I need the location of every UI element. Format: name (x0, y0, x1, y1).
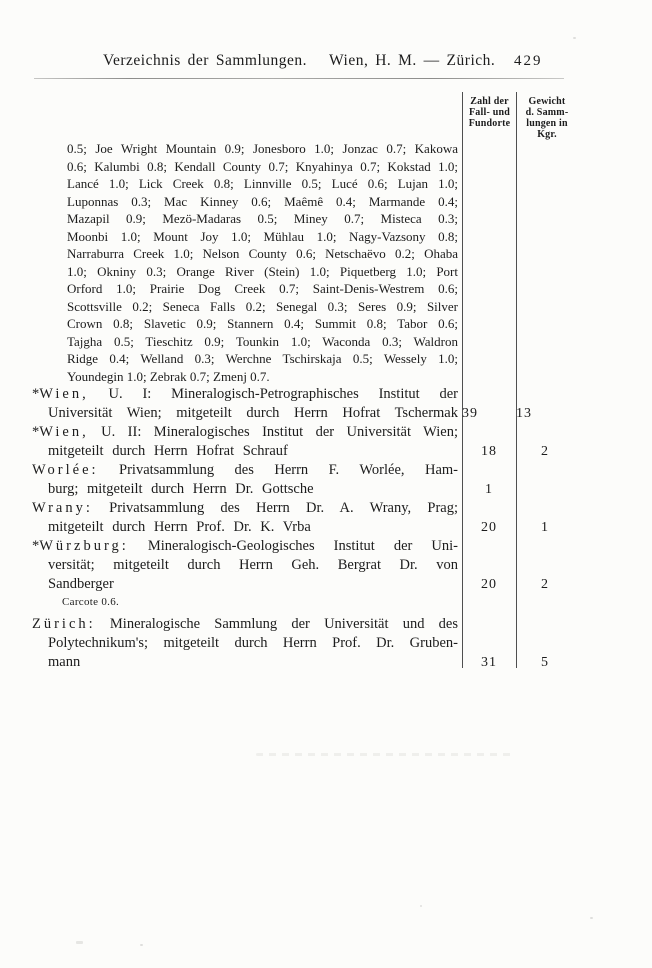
asterisk-marker: * (32, 386, 40, 402)
collection-entry-line (0, 442, 652, 461)
collection-entry-line (0, 575, 652, 594)
fall-fundorte-count: 31 (481, 655, 497, 670)
row-text: Orford 1.0; Prairie Dog Creek 0.7; Saint-Denis-Westrem 0.6; (67, 281, 458, 296)
collection-entry-line (0, 518, 652, 537)
row-text: Mazapil 0.9; Mezö-Madaras 0.5; Miney 0.7; Misteca 0.3; (67, 211, 458, 226)
column-header-line: lungen in (526, 118, 568, 129)
locality-list-line (0, 280, 652, 298)
row-text: mitgeteilt durch Herrn Hofrat Schrauf (48, 443, 288, 459)
row-text: versität; mitgeteilt durch Herrn Geh. Bergrat Dr. von (48, 557, 458, 573)
collection-entry-line (0, 537, 652, 556)
column-header-fall-fundorte (463, 96, 516, 129)
column-header-line: d. Samm- (525, 107, 569, 118)
locality-list-line (0, 333, 652, 351)
running-head-section: Verzeichnis der Sammlungen. (103, 52, 308, 69)
column-header-line: Fundorte (468, 118, 511, 129)
weight-kgr-value: 2 (541, 444, 549, 459)
row-text: 0.6; Kalumbi 0.8; Kendall County 0.7; Knyahinya 0.7; Kokstad 1.0; (67, 158, 458, 174)
locality-list-line (0, 368, 652, 386)
entry-name: Würzburg: (39, 538, 129, 554)
row-text: Polytechnikum's; mitgeteilt durch Herrn Prof. Dr. Gruben- (48, 635, 458, 651)
weight-kgr-value: 13 (516, 406, 532, 421)
locality-list-line (0, 140, 652, 158)
row-text: Crown 0.8; Slavetic 0.9; Stannern 0.4; Summit 0.8; Tabor 0.6; (67, 316, 458, 331)
scan-bleedthrough-artifact (256, 753, 514, 756)
fall-fundorte-count: 20 (481, 520, 497, 535)
asterisk-marker: * (32, 424, 40, 440)
row-text: Scottsville 0.2; Seneca Falls 0.2; Senegal 0.3; Seres 0.9; Silver (67, 298, 458, 314)
entry-name: Wien, (39, 424, 89, 440)
row-text: Tajgha 0.5; Tieschitz 0.9; Tounkin 1.0; Waconda 0.3; Waldron (67, 333, 458, 349)
entry-name: Wrany: (32, 500, 93, 516)
collection-entry-line (0, 461, 652, 480)
locality-list-line (0, 158, 652, 176)
weight-kgr-value: 5 (541, 655, 549, 670)
collections-text-block (0, 140, 652, 672)
collection-entry-line (0, 634, 652, 653)
row-text: 0.5; Joe Wright Mountain 0.9; Jonesboro 1.0; Jonzac 0.7; Kakowa (67, 141, 458, 156)
fall-fundorte-count: 20 (481, 577, 497, 592)
locality-list-line (0, 175, 652, 193)
column-header-line: Fall- und (469, 107, 510, 118)
scan-speck (420, 905, 422, 907)
row-text: Zürich: Mineralogische Sammlung der Universität und des (32, 616, 458, 632)
row-text: Narraburra Creek 1.0; Nelson County 0.6; Netschaëvo 0.2; Ohaba (67, 246, 458, 261)
collection-entry-line (0, 594, 652, 611)
row-text: *Wien, U. I: Mineralogisch-Petrographisches Institut der (32, 386, 459, 402)
locality-list-line (0, 228, 652, 246)
scan-speck (573, 37, 576, 39)
locality-list-line (0, 298, 652, 316)
locality-list-line (0, 245, 652, 263)
entry-name: Wien, (39, 386, 89, 402)
collection-entry-line (0, 499, 652, 518)
running-head-range: Wien, H. M. — Zürich. (329, 52, 496, 69)
locality-list-line (0, 210, 652, 228)
row-text: Carcote 0.6. (62, 596, 120, 608)
asterisk-marker: * (32, 538, 40, 554)
collection-entry-line (0, 385, 652, 404)
fall-fundorte-count: 39 (462, 406, 478, 421)
row-text: Worlée: Privatsammlung des Herrn F. Worlée, Ham- (32, 462, 459, 478)
row-text: Youndegin 1.0; Zebrak 0.7; Zmenj 0.7. (67, 368, 270, 384)
weight-kgr-value: 1 (541, 520, 549, 535)
fall-fundorte-count: 1 (485, 482, 493, 497)
locality-list-line (0, 315, 652, 333)
collection-entry-line (0, 653, 652, 672)
locality-list-line (0, 350, 652, 368)
row-text: *Wien, U. II: Mineralogisches Institut der Universität Wien; (32, 424, 458, 440)
entry-name: Worlée: (32, 462, 99, 478)
row-text: Ridge 0.4; Welland 0.3; Werchne Tschirskaja 0.5; Wessely 1.0; (67, 351, 458, 366)
scan-speck (590, 917, 593, 919)
column-header-gewicht (517, 96, 577, 140)
row-text: Moonbi 1.0; Mount Joy 1.0; Mühlau 1.0; Nagy-Vazsony 0.8; (67, 228, 458, 244)
locality-list-line (0, 193, 652, 211)
row-text: Lancé 1.0; Lick Creek 0.8; Linnville 0.5; Lucé 0.6; Lujan 1.0; (67, 176, 458, 191)
page-number: 429 (514, 53, 543, 69)
column-header-line: Zahl der (470, 96, 509, 107)
collection-entry-line (0, 404, 652, 423)
column-header-line: Kgr. (537, 129, 557, 140)
collection-entry-line (0, 615, 652, 634)
column-header-line: Gewicht (528, 96, 566, 107)
row-text: burg; mitgeteilt durch Herrn Dr. Gottsche (48, 481, 314, 497)
row-text: 1.0; Okniny 0.3; Orange River (Stein) 1.0; Piquetberg 1.0; Port (67, 263, 458, 279)
locality-list-line (0, 263, 652, 281)
row-text: Sandberger (48, 576, 114, 592)
row-text: Luponnas 0.3; Mac Kinney 0.6; Maêmê 0.4; Marmande 0.4; (67, 193, 458, 209)
row-text: Universität Wien; mitgeteilt durch Herrn Hofrat Tschermak (48, 405, 458, 421)
row-text: Wrany: Privatsammlung des Herrn Dr. A. Wrany, Prag; (32, 500, 459, 516)
weight-kgr-value: 2 (541, 577, 549, 592)
collection-entry-line (0, 480, 652, 499)
row-text: mitgeteilt durch Herrn Prof. Dr. K. Vrba (48, 519, 311, 535)
header-rule (34, 78, 564, 79)
scan-speck (140, 944, 143, 946)
collection-entry-line (0, 423, 652, 442)
running-head (103, 52, 495, 70)
row-text: mann (48, 654, 81, 670)
collection-entry-line (0, 556, 652, 575)
entry-name: Zürich: (32, 616, 96, 632)
fall-fundorte-count: 18 (481, 444, 497, 459)
scan-speck (76, 941, 83, 944)
row-text: *Würzburg: Mineralogisch-Geologisches Institut der Uni- (32, 538, 458, 554)
